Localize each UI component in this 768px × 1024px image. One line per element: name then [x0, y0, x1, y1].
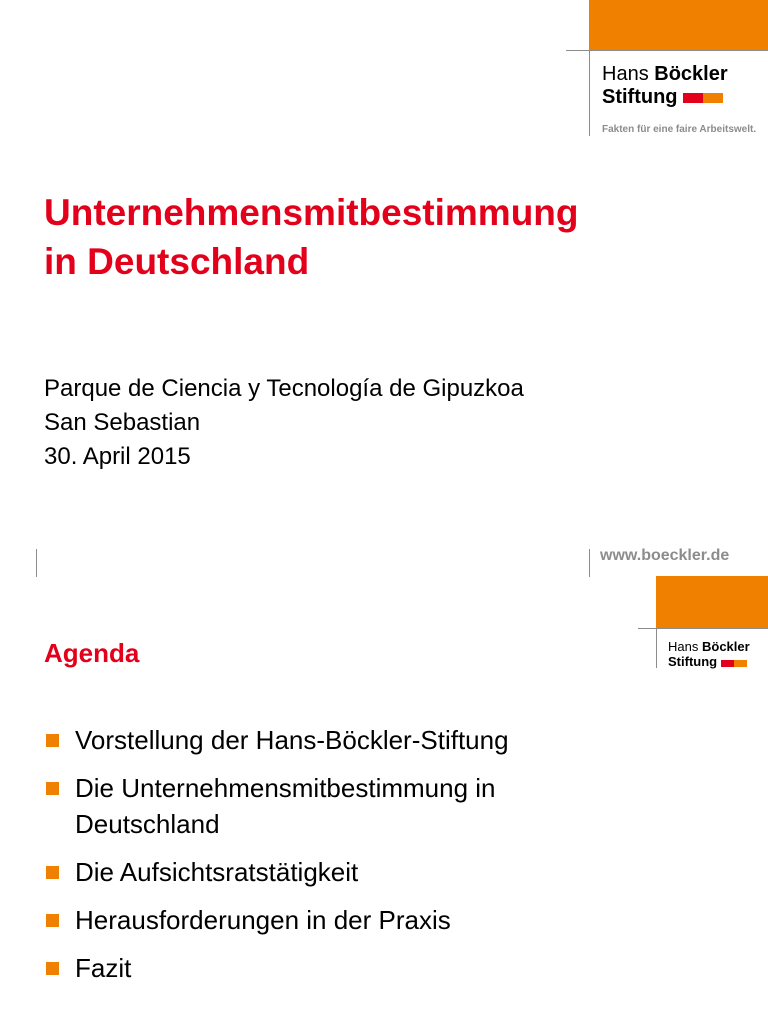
slide-title-line-2: in Deutschland: [44, 241, 310, 282]
square-bullet-icon: [46, 866, 59, 879]
slide-subtitle: [44, 372, 524, 474]
logo-color-bars: [683, 88, 723, 108]
logo-color-bars: [721, 656, 747, 669]
footer-left-tick: [36, 549, 37, 577]
logo-divider-vertical: [656, 628, 657, 668]
logo-tagline: Fakten für eine faire Arbeitswelt.: [602, 124, 757, 135]
orange-header-block: [589, 0, 768, 50]
agenda-item-text: Die Aufsichtsratstätigkeit: [75, 857, 359, 887]
logo-word-hans: Hans: [602, 63, 649, 85]
slide-title: [44, 188, 579, 286]
agenda-item: [44, 950, 604, 986]
square-bullet-icon: [46, 782, 59, 795]
website-url: www.boeckler.de: [600, 547, 730, 564]
subtitle-city: San Sebastian: [44, 409, 201, 436]
logo-word-hans: Hans: [668, 639, 699, 654]
square-bullet-icon: [46, 914, 59, 927]
logo-divider-horizontal: [638, 628, 768, 629]
orange-header-block: [656, 576, 768, 628]
subtitle-date: 30. April 2015: [44, 443, 191, 470]
logo-divider-horizontal: [566, 50, 768, 51]
agenda-list: [44, 722, 604, 998]
agenda-item: [44, 722, 604, 758]
footer-right-tick: [589, 549, 590, 577]
logo-word-boeckler: Böckler: [654, 63, 728, 85]
logo-word-stiftung: Stiftung: [602, 86, 678, 108]
hans-boeckler-logo: [602, 64, 728, 108]
logo-word-stiftung: Stiftung: [668, 654, 718, 669]
agenda-slide: [0, 576, 768, 1024]
agenda-item: [44, 854, 604, 890]
slide-title-line-1: Unternehmensmitbestimmung: [44, 192, 579, 233]
logo-word-boeckler: Böckler: [701, 639, 750, 654]
square-bullet-icon: [46, 734, 59, 747]
agenda-item-text: Fazit: [75, 953, 132, 983]
logo-divider-vertical: [589, 50, 590, 136]
subtitle-venue: Parque de Ciencia y Tecnología de Gipuzkoa: [44, 375, 524, 402]
agenda-item-text: Die Unternehmensmitbestimmung in Deutschland: [75, 773, 496, 839]
agenda-heading: Agenda: [44, 638, 140, 668]
hans-boeckler-logo: [668, 640, 750, 669]
agenda-item: [44, 770, 604, 842]
agenda-item-text: Herausforderungen in der Praxis: [75, 905, 451, 935]
agenda-item-text: Vorstellung der Hans-Böckler-Stiftung: [75, 725, 509, 755]
square-bullet-icon: [46, 962, 59, 975]
agenda-item: [44, 902, 604, 938]
